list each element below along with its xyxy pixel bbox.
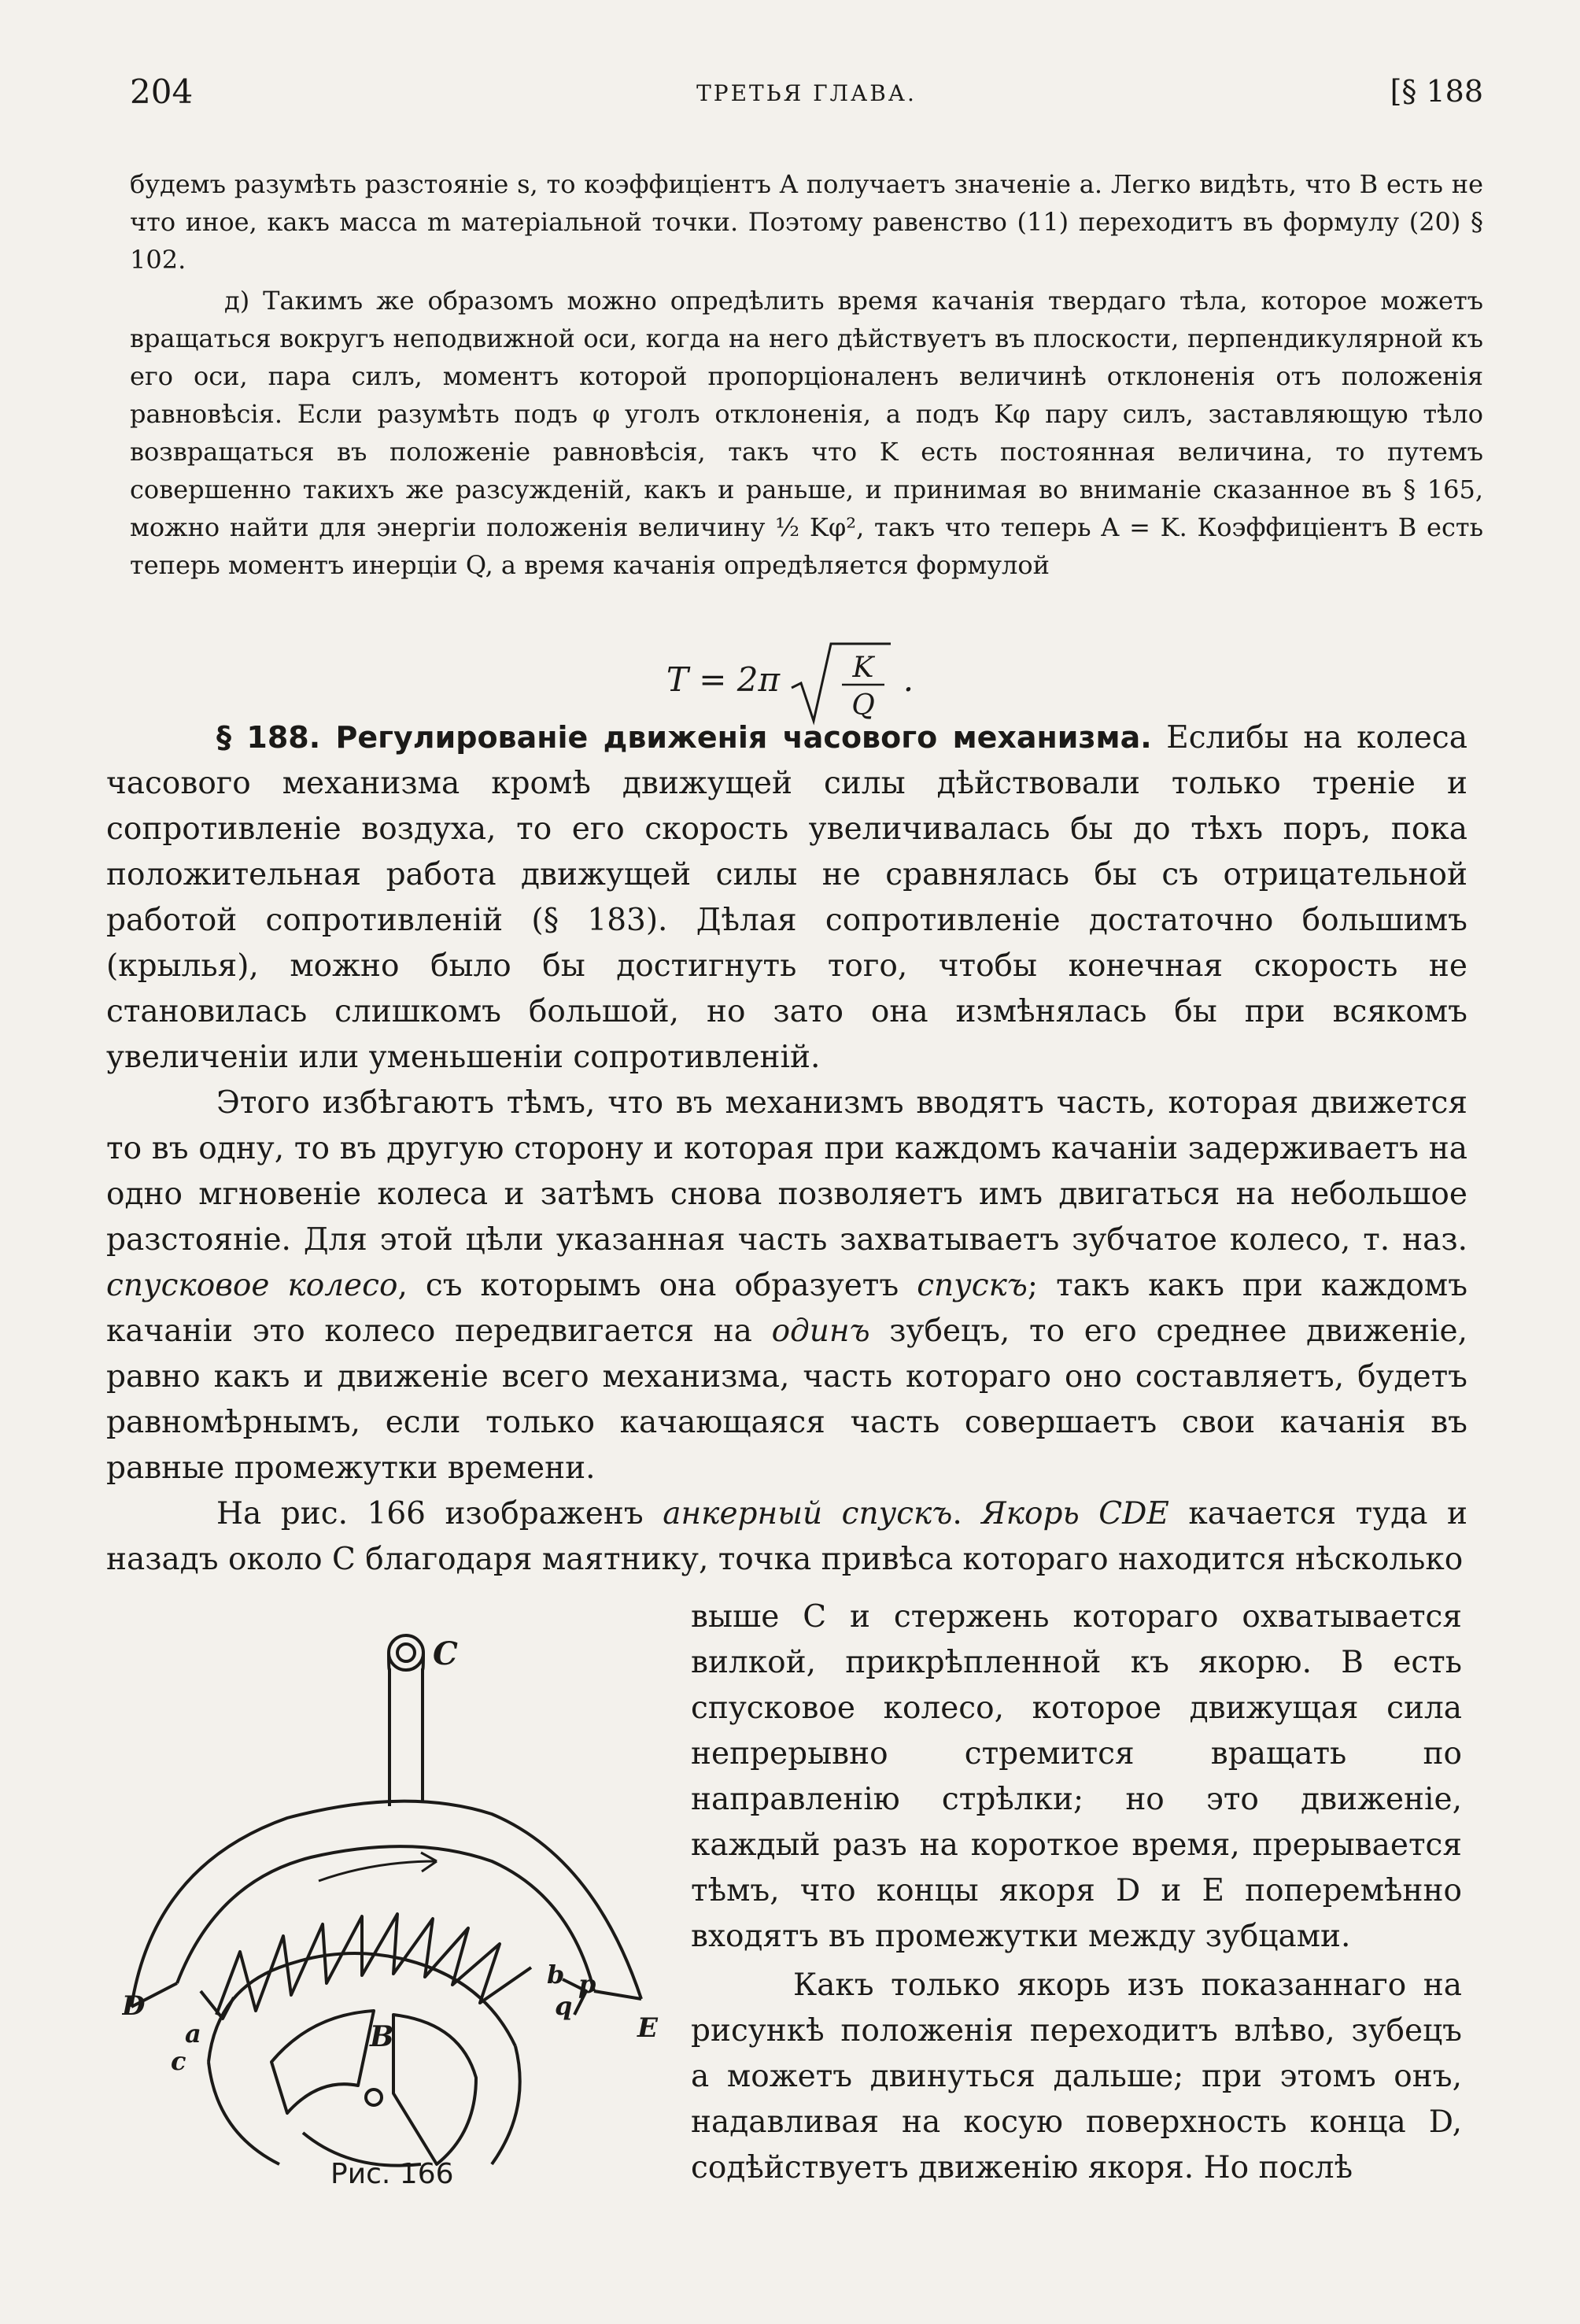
paragraph-d: д) Такимъ же образомъ можно опредѣлить время качанія твердаго тѣла, которое можетъ вращаться вокругъ неподвижной оси, когда на него дѣйствуетъ въ плоскости, перпендикулярной къ его оси, пара силъ, моментъ которой пропорціоналенъ величинѣ отклоненія отъ положенія равновѣсія. Если разумѣть подъ φ уголъ отклоненія, а подъ Kφ пару силъ, заставляющую тѣло возвращаться въ положеніе равновѣсія, такъ что K есть постоянная величина, то путемъ совершенно такихъ же разсужденій, какъ и раньше, и принимая во вниманіе сказанное въ § 165, можно найти для энергіи положенія величину ½ Kφ², такъ что теперь A = K. Коэффиціентъ B есть теперь моментъ инерціи Q, а время качанія опредѣляется формулой <box>130 286 1483 580</box>
label-B: B <box>370 2020 394 2053</box>
small-print-block <box>130 165 1483 584</box>
section-heading: § 188. Регулированіе движенія часового механизма. <box>216 720 1152 755</box>
anchor-outer-arc <box>131 1801 641 2007</box>
label-b: b <box>547 1960 565 1990</box>
side-paragraph-1: выше C и стержень котораго охватывается вилкой, прикрѣпленной къ якорю. B есть спусковое колесо, которое движущая сила непрерывно стремится вращать по направленію стрѣлки; но это движеніе, каждый разъ на короткое время, прерывается тѣмъ, что концы якоря D и E поперемѣнно входятъ въ промежутки между зубцами. <box>691 1599 1462 1954</box>
label-q: q <box>555 1991 573 2021</box>
formula-numerator: K <box>852 652 874 684</box>
label-a: a <box>185 2019 201 2049</box>
section-marker: [§ 188 <box>1390 74 1483 109</box>
formula-denominator: Q <box>851 689 876 722</box>
wheel-spoke-right <box>393 2015 476 2164</box>
page-number: 204 <box>130 72 194 111</box>
paragraph-continuation: будемъ разумѣть разстояніе s, то коэффиціентъ A получаетъ значеніе a. Легко видѣть, что B есть не что иное, какъ масса m матеріальной точки. Поэтому равенство (11) переходитъ въ формулу (20) § 102. <box>130 169 1483 275</box>
sqrt-fraction <box>790 639 892 726</box>
figure-166-anchor-escapement <box>122 1621 673 2188</box>
label-p: p <box>578 1969 596 1999</box>
label-E: E <box>637 2012 658 2044</box>
escapement-drawing <box>122 1621 673 2188</box>
anchor-inner-arc <box>177 1846 594 1991</box>
main-text <box>106 715 1467 1583</box>
side-paragraph-2: Какъ только якорь изъ показаннаго на рисункѣ положенія переходитъ влѣво, зубецъ a можетъ двинуться дальше; при этомъ онъ, надавливая на косую поверхность конца D, содѣйствуетъ движенію якоря. Но послѣ <box>691 1967 1462 2185</box>
formula-period: . <box>903 660 914 699</box>
figure-caption: Рис. 166 <box>330 2158 454 2190</box>
label-D: D <box>122 1990 146 2022</box>
section-188-paragraph-1: § 188. Регулированіе движенія часового механизма. Еслибы на колеса часового механизма кромѣ движущей силы дѣйствовали только треніе и сопротивленіе воздуха, то его скорость увеличивалась бы до тѣхъ поръ, пока положительная работа движущей силы не сравнялась бы съ отрицательной работой сопротивленій (§ 183). Дѣлая сопротивленіе достаточно большимъ (крылья), можно было бы достигнуть того, чтобы конечная скорость не становилась слишкомъ большой, но зато она измѣнялась бы при всякомъ увеличеніи или уменьшеніи сопротивленій. <box>106 720 1467 1075</box>
period-formula <box>0 639 1580 726</box>
direction-arrow <box>319 1861 437 1881</box>
wheel-spoke-left <box>271 2011 374 2113</box>
formula-lhs: T = 2π <box>666 660 781 699</box>
text-beside-figure <box>691 1594 1462 2191</box>
chapter-title: ТРЕТЬЯ ГЛАВА. <box>696 80 917 106</box>
section-188-paragraph-2: Этого избѣгаютъ тѣмъ, что въ механизмъ вводятъ часть, которая движется то въ одну, то въ другую сторону и которая при каждомъ качаніи задерживаетъ на одно мгновеніе колеса и затѣмъ снова позволяетъ имъ двигаться на небольшое разстояніе. Для этой цѣли указанная часть захватываетъ зубчатое колесо, т. наз. спусковое колесо, съ которымъ она образуетъ спускъ; такъ какъ при каждомъ качаніи это колесо передвигается на одинъ зубецъ, то его среднее движеніе, равно какъ и движеніе всего механизма, часть котораго оно составляетъ, будетъ равномѣрнымъ, если только качающаяся часть совершаетъ свои качанія въ равные промежутки времени. <box>106 1085 1468 1486</box>
label-c: c <box>171 2046 186 2076</box>
running-header <box>130 72 1483 120</box>
pivot-ring <box>389 1635 423 1670</box>
label-C-top: C <box>433 1635 458 1672</box>
wheel-axle <box>366 2089 382 2105</box>
section-188-paragraph-3: На рис. 166 изображенъ анкерный спускъ. Якорь CDE качается туда и назадъ около C благодаря маятнику, точка привѣса котораго находится нѣсколько <box>106 1496 1467 1577</box>
pendulum-rod <box>389 1668 423 1806</box>
